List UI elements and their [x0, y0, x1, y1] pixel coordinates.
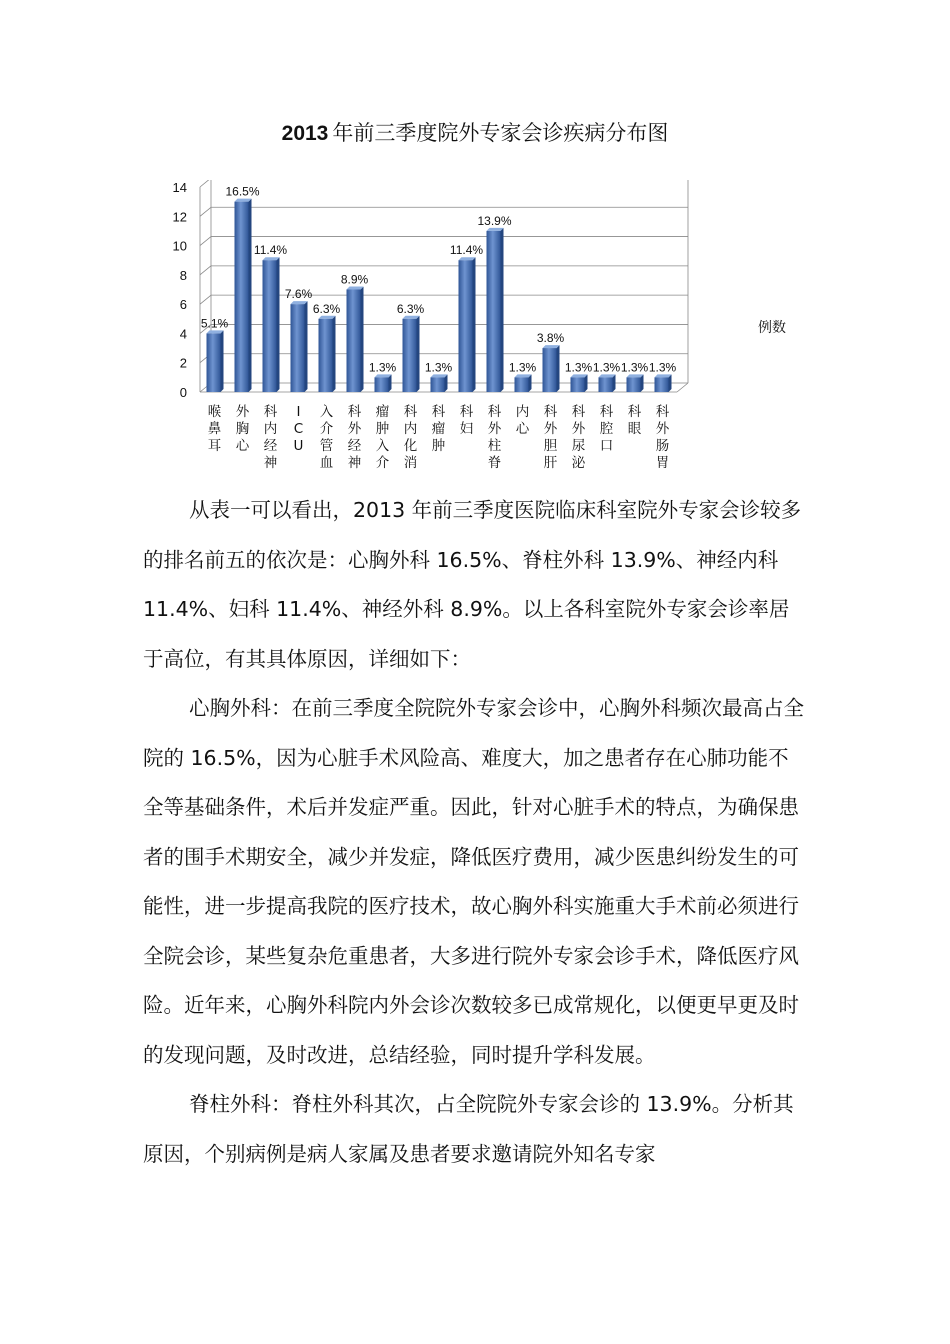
- data-label: 7.6%: [284, 287, 313, 302]
- floor-right-edge: [677, 383, 688, 392]
- bar-top: [207, 330, 224, 333]
- bar-front: [207, 333, 221, 392]
- bar-front: [263, 260, 277, 392]
- bar-front: [515, 377, 529, 392]
- bar-side: [501, 228, 504, 392]
- gridline-diagonal: [200, 207, 211, 216]
- x-tick-char: 科: [571, 404, 586, 420]
- x-tick-char: 胸: [235, 421, 250, 437]
- bar-top: [431, 374, 448, 377]
- bar: [627, 374, 644, 392]
- x-tick-char: 外: [235, 404, 250, 420]
- bar-side: [333, 316, 336, 392]
- x-tick-char: 科: [459, 404, 474, 420]
- bar-side: [473, 257, 476, 392]
- bar: [263, 257, 280, 392]
- bar-front: [459, 260, 473, 392]
- bar-front: [403, 319, 417, 392]
- y-tick-label: 8: [179, 267, 187, 283]
- bar-front: [543, 348, 557, 392]
- bar-side: [613, 374, 616, 392]
- x-tick-char: 肿: [375, 421, 390, 437]
- x-tick-char: 科: [487, 404, 502, 420]
- bar: [431, 374, 448, 392]
- bar-front: [291, 304, 305, 392]
- chart-title: [0, 118, 950, 149]
- bar-side: [669, 374, 672, 392]
- x-tick-char: 外: [571, 421, 586, 437]
- x-tick-label: [236, 404, 250, 454]
- x-tick-char: 尿: [571, 438, 586, 454]
- x-tick-char: 内: [403, 421, 418, 437]
- x-tick-label: [320, 404, 334, 471]
- x-tick-char: 内: [515, 404, 530, 420]
- x-tick-char: 科: [347, 404, 362, 420]
- y-tick-label: 12: [172, 209, 187, 225]
- x-tick-char: 科: [655, 404, 670, 420]
- data-label: 8.9%: [340, 272, 369, 287]
- bar: [515, 374, 532, 392]
- x-tick-char: 胆: [543, 438, 558, 454]
- paragraph-spine: 脊柱外科：脊柱外科其次，占全院院外专家会诊的 13.9%。分析其原因，个别病例是病人家属及患者要求邀请院外知名专家: [143, 1092, 794, 1166]
- bar-side: [361, 287, 364, 393]
- bar: [403, 316, 420, 392]
- bar-side: [585, 374, 588, 392]
- x-tick-char: 腔: [599, 421, 614, 437]
- chart-title-text: 年前三季度院外专家会诊疾病分布图: [332, 121, 669, 145]
- bar-top: [319, 316, 336, 319]
- bar-side: [249, 199, 252, 392]
- bar-top: [627, 374, 644, 377]
- x-tick-char: U: [293, 438, 304, 454]
- x-tick-label: [656, 403, 670, 471]
- x-tick-char: 胃: [655, 455, 670, 471]
- x-tick-char: 内: [263, 421, 278, 437]
- bar-front: [235, 202, 249, 392]
- x-tick-label: [572, 403, 587, 471]
- x-tick-char: 神: [347, 455, 362, 471]
- x-tick-char: 心: [515, 421, 530, 437]
- bar-top: [375, 374, 392, 377]
- x-tick-char: 外: [655, 421, 670, 437]
- paragraph-summary: 从表一可以看出，2013 年前三季度医院临床科室院外专家会诊较多的排名前五的依次是：心胸外科 16.5%、脊柱外科 13.9%、神经内科 11.4%、妇科 11.4%、神经外科 8.9%。以上各科室院外专家会诊率居于高位，有其具体原因，详细如下：: [143, 498, 802, 671]
- y-tick-label: 0: [179, 385, 187, 400]
- x-tick-char: 化: [403, 438, 418, 454]
- bar: [375, 374, 392, 392]
- x-tick-char: 科: [627, 404, 642, 420]
- x-tick-char: 入: [319, 404, 334, 420]
- bar-side: [445, 374, 448, 392]
- bar-chart: [160, 180, 840, 480]
- x-tick-char: 瘤: [431, 421, 446, 437]
- bar-side: [417, 316, 420, 392]
- bar-front: [571, 377, 585, 392]
- x-tick-char: 经: [347, 438, 362, 454]
- data-label: 1.3%: [564, 360, 593, 375]
- bar-front: [599, 377, 613, 392]
- x-tick-char: 脊: [487, 455, 502, 471]
- bar: [571, 374, 588, 392]
- x-tick-char: 泌: [571, 455, 586, 471]
- bar: [543, 345, 560, 392]
- bar-top: [235, 199, 252, 202]
- bar-top: [291, 301, 308, 304]
- bar-front: [319, 319, 333, 392]
- gridline-diagonal: [200, 295, 211, 304]
- bar: [235, 199, 252, 392]
- x-tick-char: 科: [599, 404, 614, 420]
- data-label: 1.3%: [620, 360, 649, 375]
- bar: [291, 301, 308, 392]
- x-tick-char: 口: [599, 438, 614, 454]
- bar-front: [627, 377, 641, 392]
- data-label: 6.3%: [312, 301, 341, 316]
- y-tick-label: 4: [179, 326, 187, 342]
- x-tick-char: 外: [543, 421, 558, 437]
- x-tick-char: 妇: [459, 421, 474, 437]
- bar-top: [543, 345, 560, 348]
- x-tick-char: 科: [543, 404, 558, 420]
- data-label: 3.8%: [536, 331, 565, 346]
- bar: [319, 316, 336, 392]
- x-tick-char: 介: [375, 455, 390, 471]
- data-label: 1.3%: [592, 360, 621, 375]
- bar-front: [655, 377, 669, 392]
- data-label: 1.3%: [424, 360, 453, 375]
- bar-top: [599, 374, 616, 377]
- x-tick-label: [432, 403, 446, 454]
- bar-front: [347, 290, 361, 393]
- x-tick-label: [208, 404, 222, 454]
- bar-side: [389, 374, 392, 392]
- data-label: 6.3%: [396, 301, 425, 316]
- article-body: [143, 486, 808, 1179]
- data-label: 11.4%: [253, 243, 288, 258]
- x-tick-char: 消: [403, 455, 418, 471]
- bar-side: [529, 374, 532, 392]
- x-tick-char: 血: [319, 455, 334, 471]
- bar-side: [221, 330, 224, 392]
- x-tick-char: 眼: [627, 421, 642, 437]
- bar-top: [515, 374, 532, 377]
- bar-side: [557, 345, 560, 392]
- gridline-diagonal: [200, 180, 211, 187]
- x-tick-char: 瘤: [375, 404, 390, 420]
- bar-front: [431, 377, 445, 392]
- x-tick-label: [348, 403, 362, 471]
- y-tick-label: 10: [172, 238, 187, 254]
- x-tick-char: 肿: [431, 438, 446, 454]
- data-label: 1.3%: [508, 360, 537, 375]
- x-tick-char: 介: [319, 421, 334, 437]
- x-tick-label: [544, 403, 558, 471]
- bar-top: [403, 316, 420, 319]
- x-tick-label: [294, 404, 304, 454]
- bar-top: [347, 287, 364, 290]
- x-tick-char: 喉: [207, 404, 222, 420]
- x-tick-char: 心: [235, 438, 250, 454]
- data-label: 16.5%: [225, 184, 260, 199]
- gridline-diagonal: [200, 237, 211, 246]
- y-tick-label: 2: [179, 355, 187, 371]
- y-tick-label: 14: [172, 180, 187, 195]
- x-tick-char: I: [296, 404, 301, 420]
- x-tick-char: 鼻: [207, 421, 222, 437]
- bar: [207, 330, 224, 392]
- x-tick-label: [460, 403, 474, 437]
- y-tick-label: 6: [179, 297, 187, 313]
- x-tick-char: 入: [375, 438, 390, 454]
- bar-front: [375, 377, 389, 392]
- bar-top: [655, 374, 672, 377]
- bar: [347, 287, 364, 393]
- x-tick-char: 柱: [487, 438, 502, 454]
- data-label: 1.3%: [368, 360, 397, 375]
- bar: [599, 374, 616, 392]
- x-tick-char: 外: [347, 421, 362, 437]
- x-tick-char: 外: [487, 421, 502, 437]
- bar-top: [571, 374, 588, 377]
- bar: [487, 228, 504, 392]
- x-tick-label: [376, 404, 390, 471]
- x-tick-char: C: [293, 421, 304, 437]
- x-tick-char: 神: [263, 455, 278, 471]
- data-label: 13.9%: [477, 213, 512, 228]
- bar-side: [641, 374, 644, 392]
- x-tick-char: 肝: [543, 455, 558, 471]
- x-tick-label: [516, 403, 530, 437]
- x-tick-char: 科: [263, 404, 278, 420]
- bar: [655, 374, 672, 392]
- x-tick-char: 管: [319, 438, 334, 454]
- x-tick-label: [404, 403, 418, 471]
- x-tick-char: 耳: [207, 438, 222, 454]
- x-tick-label: [488, 403, 502, 471]
- x-tick-label: [628, 403, 642, 437]
- x-tick-char: 科: [431, 404, 446, 420]
- bar-side: [277, 257, 280, 392]
- gridline-diagonal: [200, 266, 211, 275]
- x-tick-char: 肠: [655, 438, 670, 454]
- x-tick-char: 科: [403, 404, 418, 420]
- legend-label: 例数: [758, 320, 786, 336]
- x-tick-label: [600, 403, 614, 454]
- x-tick-char: 经: [263, 438, 278, 454]
- data-label: 11.4%: [449, 243, 484, 258]
- paragraph-cardiothoracic: 心胸外科：在前三季度全院院外专家会诊中，心胸外科频次最高占全院的 16.5%，因为心脏手术风险高、难度大，加之患者存在心肺功能不全等基础条件，术后并发症严重。因此，针对心脏手术的特点，为确保患者的围手术期安全，减少并发症，降低医疗费用，减少医患纠纷发生的可能性，进一步提高我院的医疗技术，故心胸外科实施重大手术前必须进行全院会诊，某些复杂危重患者，大多进行院外专家会诊手术，降低医疗风险。近年来，心胸外科院内外会诊次数较多已成常规化，以便更早更及时的发现问题，及时改进，总结经验，同时提升学科发展。: [143, 696, 804, 1067]
- data-label: 5.1%: [200, 316, 229, 331]
- x-tick-label: [264, 403, 278, 471]
- data-label: 1.3%: [648, 360, 677, 375]
- chart-title-year: 2013: [281, 122, 329, 145]
- bar-front: [487, 231, 501, 392]
- bar-side: [305, 301, 308, 392]
- bar: [459, 257, 476, 392]
